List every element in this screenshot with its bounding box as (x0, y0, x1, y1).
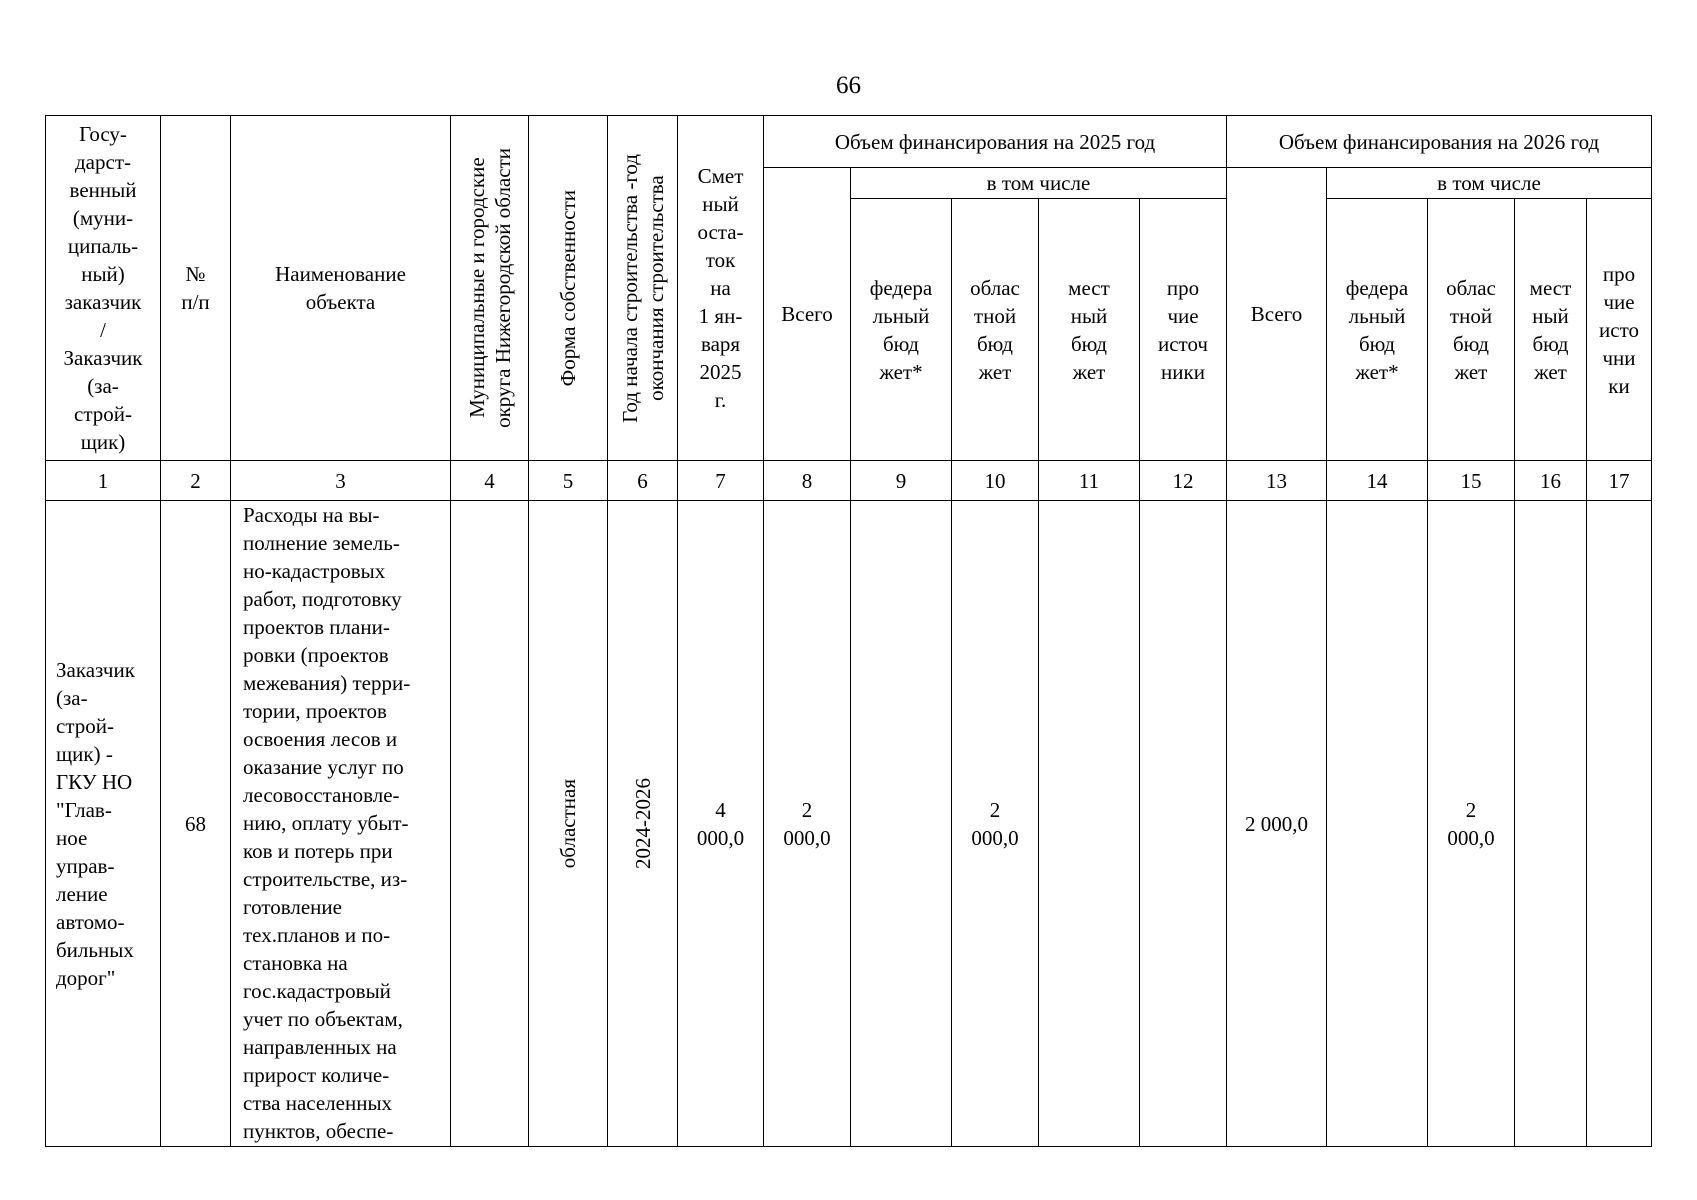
row-other-2025 (1140, 501, 1227, 1147)
column-number: 7 (678, 461, 764, 501)
header-object-name: Наименование объекта (231, 116, 451, 461)
row-ownership (529, 501, 608, 1147)
column-number: 12 (1140, 461, 1227, 501)
column-number: 5 (529, 461, 608, 501)
row-municipal (451, 501, 529, 1147)
header-total-2025: Всего (764, 168, 851, 461)
row-years (608, 501, 678, 1147)
header-regional-2026: облас тной бюд жет (1428, 199, 1515, 461)
row-federal-2025 (851, 501, 952, 1147)
column-number: 16 (1515, 461, 1587, 501)
column-number: 15 (1428, 461, 1515, 501)
column-number: 2 (161, 461, 231, 501)
column-number: 8 (764, 461, 851, 501)
column-number: 14 (1327, 461, 1428, 501)
column-number: 10 (952, 461, 1039, 501)
header-including-2026: в том числе (1327, 168, 1652, 199)
header-regional-2025: облас тной бюд жет (952, 199, 1039, 461)
header-fin-2026: Объем финансирования на 2026 год (1227, 116, 1652, 168)
row-regional-2025: 2 000,0 (952, 501, 1039, 1147)
row-num: 68 (161, 501, 231, 1147)
row-ownership-text: областная (556, 778, 580, 869)
header-customer: Госу- дарст- венный (муни- ципаль- ный) заказчик / Заказчик (за- строй- щик) (46, 116, 161, 461)
header-fin-2025: Объем финансирования на 2025 год (764, 116, 1227, 168)
header-num: № п/п (161, 116, 231, 461)
row-regional-2026: 2 000,0 (1428, 501, 1515, 1147)
header-other-2025: про чие источ ники (1140, 199, 1227, 461)
row-customer: Заказчик (за- строй- щик) - ГКУ НО "Глав- ное управ- ление автомо- бильных дорог" (46, 501, 161, 1147)
header-municipal-text: Муниципальные и городские округа Нижегородской области (464, 148, 515, 428)
header-local-2026: мест ный бюд жет (1515, 199, 1587, 461)
column-numbers-row (46, 461, 1652, 501)
header-other-2026: про чие исто чни ки (1587, 199, 1652, 461)
column-number: 1 (46, 461, 161, 501)
row-years-text: 2024-2026 (630, 778, 655, 869)
column-number: 6 (608, 461, 678, 501)
table-row (46, 501, 1652, 1147)
header-including-2025: в том числе (851, 168, 1227, 199)
header-years (608, 116, 678, 461)
column-number: 17 (1587, 461, 1652, 501)
column-number: 4 (451, 461, 529, 501)
column-number: 9 (851, 461, 952, 501)
page-number: 66 (836, 72, 861, 99)
header-total-2026: Всего (1227, 168, 1327, 461)
row-federal-2026 (1327, 501, 1428, 1147)
row-total-2026: 2 000,0 (1227, 501, 1327, 1147)
row-object-name: Расходы на вы- полнение земель- но-кадастровых работ, подготовку проектов плани- ровки (проектов межевания) терри- тории, проектов освоения лесов и оказание услуг по лесовосстановле- нию, оплату убыт- ков и потерь при строительстве, из- готовление тех.планов и по- становка на гос.кадастровый учет по объектам, направленных на прирост количе- ства населенных пунктов, обеспе- (231, 501, 451, 1147)
column-number: 11 (1039, 461, 1140, 501)
header-municipal (451, 116, 529, 461)
header-remainder: Смет ный оста- ток на 1 ян- варя 2025 г. (678, 116, 764, 461)
row-local-2026 (1515, 501, 1587, 1147)
row-remainder: 4 000,0 (678, 501, 764, 1147)
header-federal-2025: федера льный бюд жет* (851, 199, 952, 461)
investment-program-table (45, 115, 1652, 1147)
header-ownership-text: Форма собственности (556, 189, 580, 387)
row-total-2025: 2 000,0 (764, 501, 851, 1147)
column-number: 3 (231, 461, 451, 501)
header-row-1 (46, 116, 1652, 168)
row-local-2025 (1039, 501, 1140, 1147)
header-years-text: Год начала строительства -год окончания строительства (617, 153, 668, 423)
header-federal-2026: федера льный бюд жет* (1327, 199, 1428, 461)
header-local-2025: мест ный бюд жет (1039, 199, 1140, 461)
column-number: 13 (1227, 461, 1327, 501)
header-ownership (529, 116, 608, 461)
row-other-2026 (1587, 501, 1652, 1147)
